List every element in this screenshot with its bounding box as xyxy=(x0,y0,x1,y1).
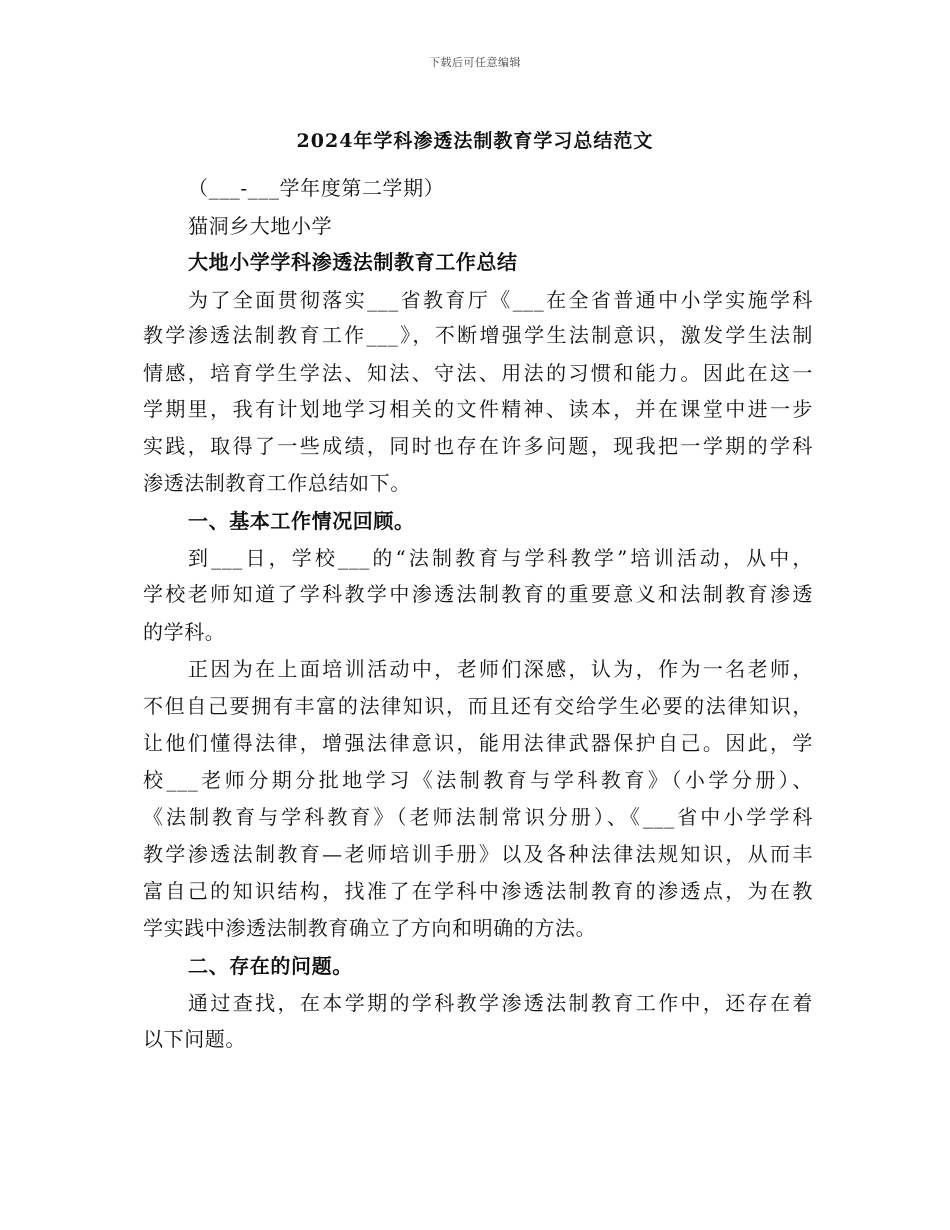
paragraph-line: 教学渗透法制教育—老师培训手册》以及各种法律法规知识，从而丰 xyxy=(143,842,813,866)
paragraph-line: 的学科。 xyxy=(143,620,226,644)
school-name: 猫洞乡大地小学 xyxy=(188,214,333,238)
document-title: 2024年学科渗透法制教育学习总结范文 xyxy=(296,130,654,152)
paragraph-line: 通过查找，在本学期的学科教学渗透法制教育工作中，还存在着 xyxy=(188,991,813,1015)
paragraph-line: 为了全面贯彻落实___省教育厅《___在全省普通中小学实施学科 xyxy=(188,288,813,312)
paragraph-line: 《法制教育与学科教育》（老师法制常识分册）、《___省中小学学科 xyxy=(143,805,813,829)
paragraph-line: 以下问题。 xyxy=(143,1027,246,1051)
section-heading: 一、基本工作情况回顾。 xyxy=(188,509,415,533)
paragraph-line: 学期里，我有计划地学习相关的文件精神、读本，并在课堂中进一步 xyxy=(143,397,813,421)
paragraph-line: 学校老师知道了学科教学中渗透法制教育的重要意义和法制教育渗透 xyxy=(143,582,813,606)
section-heading: 二、存在的问题。 xyxy=(188,954,353,978)
header-note: 下载后可任意编辑 xyxy=(429,56,521,69)
paragraph-line: 教学渗透法制教育工作___》，不断增强学生法制意识，激发学生法制 xyxy=(143,323,813,347)
paragraph-line: 渗透法制教育工作总结如下。 xyxy=(143,471,411,495)
paragraph-line: 不但自己要拥有丰富的法律知识，而且还有交给学生必要的法律知识， xyxy=(143,694,813,718)
paragraph-line: 情感，培育学生学法、知法、守法、用法的习惯和能力。因此在这一 xyxy=(143,361,813,385)
paragraph-line: 校___老师分期分批地学习《法制教育与学科教育》（小学分册）、 xyxy=(143,768,813,792)
section-heading: 大地小学学科渗透法制教育工作总结 xyxy=(188,250,518,274)
paragraph-line: 富自己的知识结构，找准了在学科中渗透法制教育的渗透点，为在教 xyxy=(143,879,813,903)
term-line: （___-___学年度第二学期） xyxy=(188,176,445,200)
paragraph-line: 实践，取得了一些成绩，同时也存在许多问题，现我把一学期的学科 xyxy=(143,434,813,458)
paragraph-line: 学实践中渗透法制教育确立了方向和明确的方法。 xyxy=(143,916,597,940)
paragraph-line: 到___日，学校___的“法制教育与学科教学”培训活动，从中， xyxy=(188,546,813,570)
paragraph-line: 让他们懂得法律，增强法律意识，能用法律武器保护自己。因此，学 xyxy=(143,731,813,755)
paragraph-line: 正因为在上面培训活动中，老师们深感，认为，作为一名老师， xyxy=(188,657,813,681)
